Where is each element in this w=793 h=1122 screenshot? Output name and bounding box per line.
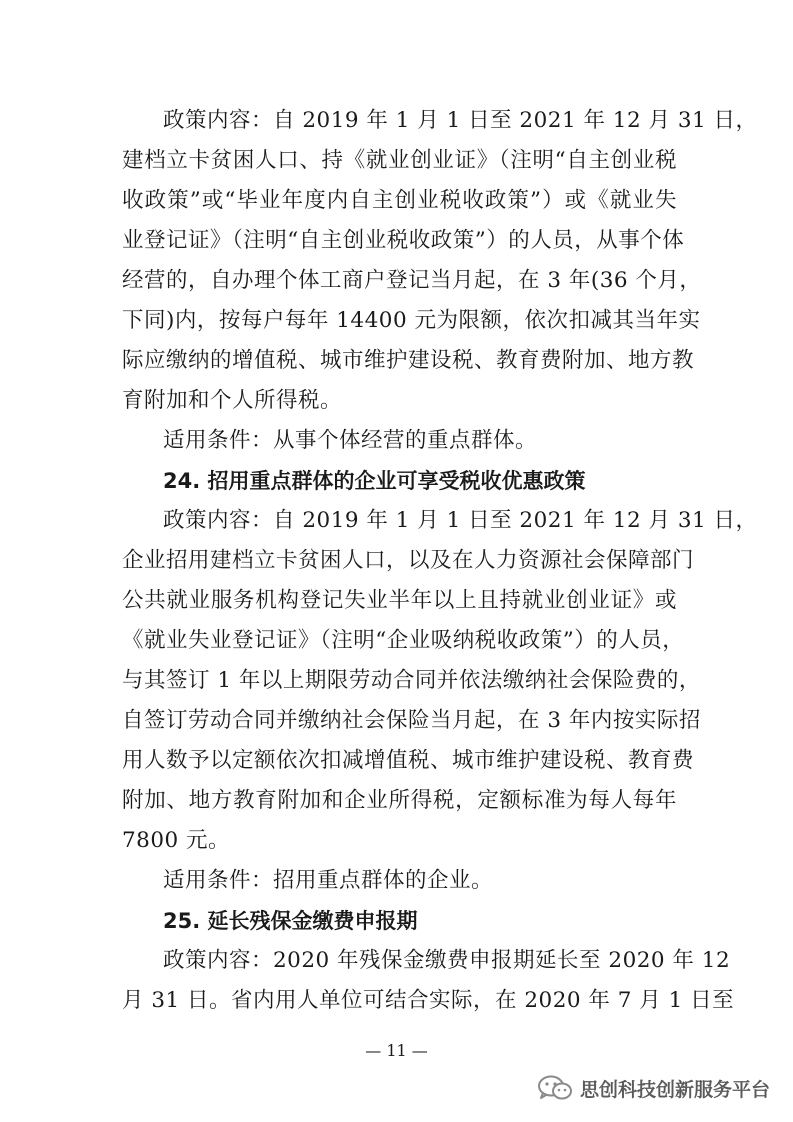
paragraph-line: 业登记证》（注明“自主创业税收政策”）的人员，从事个体 (122, 228, 685, 253)
paragraph-line: 用人数予以定额依次扣减增值税、城市维护建设税、教育费 (122, 748, 695, 773)
paragraph-line: 下同)内，按每户每年 14400 元为限额，依次扣减其当年实 (122, 308, 701, 333)
paragraph-line: 7800 元。 (122, 828, 231, 853)
page-number: — 11 — (365, 1041, 428, 1060)
section-heading: 25. 延长残保金缴费申报期 (163, 909, 418, 933)
paragraph-line: 公共就业服务机构登记失业半年以上且持就业创业证》或 (122, 588, 677, 613)
watermark-text: 思创科技创新服务平台 (580, 1078, 771, 1101)
paragraph-line: 月 31 日。省内用人单位可结合实际，在 2020 年 7 月 1 日至 (122, 988, 735, 1013)
paragraph-line: 《就业失业登记证》（注明“企业吸纳税收政策”）的人员， (122, 628, 685, 653)
paragraph-line: 政策内容：2020 年残保金缴费申报期延长至 2020 年 12 (163, 948, 731, 973)
paragraph-line: 政策内容：自 2019 年 1 月 1 日至 2021 年 12 月 31 日， (163, 108, 758, 133)
paragraph-line: 企业招用建档立卡贫困人口，以及在人力资源社会保障部门 (122, 548, 695, 573)
paragraph-line: 政策内容：自 2019 年 1 月 1 日至 2021 年 12 月 31 日， (163, 508, 758, 533)
paragraph-line: 育附加和个人所得税。 (122, 388, 343, 413)
paragraph-line: 经营的，自办理个体工商户登记当月起，在 3 年(36 个月， (122, 268, 702, 293)
paragraph-line: 收政策”或“毕业年度内自主创业税收政策”）或《就业失 (122, 188, 677, 213)
paragraph-line: 际应缴纳的增值税、城市维护建设税、教育费附加、地方教 (122, 348, 695, 373)
section-heading: 24. 招用重点群体的企业可享受税收优惠政策 (163, 469, 586, 493)
paragraph-line: 与其签订 1 年以上期限劳动合同并依法缴纳社会保险费的， (122, 668, 701, 693)
condition-line: 适用条件：从事个体经营的重点群体。 (163, 428, 538, 453)
condition-line: 适用条件：招用重点群体的企业。 (163, 868, 494, 893)
watermark (536, 1071, 770, 1105)
paragraph-line: 附加、地方教育附加和企业所得税，定额标准为每人每年 (122, 788, 677, 813)
paragraph-line: 自签订劳动合同并缴纳社会保险当月起，在 3 年内按实际招 (122, 708, 701, 733)
paragraph-line: 建档立卡贫困人口、持《就业创业证》（注明“自主创业税 (122, 148, 677, 173)
wechat-icon (536, 1074, 574, 1102)
